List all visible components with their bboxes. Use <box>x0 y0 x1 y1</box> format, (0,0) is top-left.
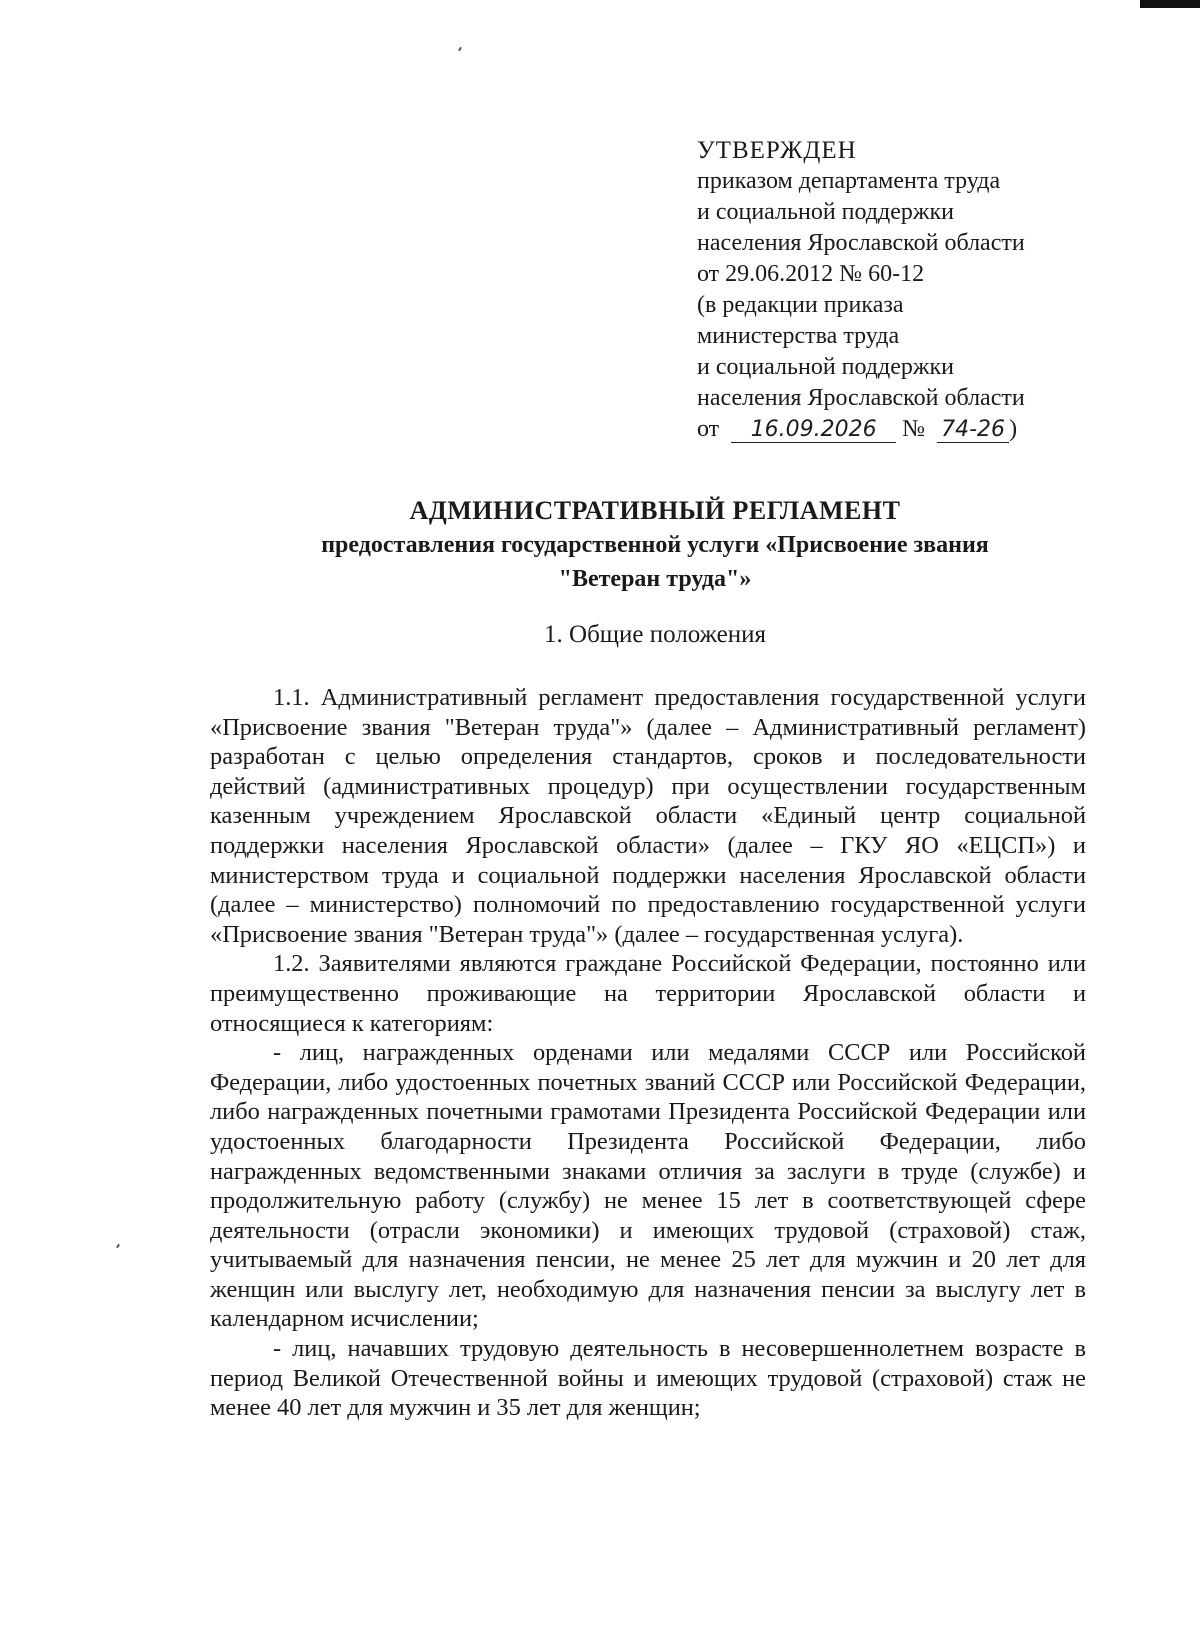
paragraph: 1.2. Заявителями являются граждане Российской Федерации, постоянно или преимущественно проживающие на территории Ярославской области и относящиеся к категориям: <box>210 950 1086 1037</box>
handwritten-number: 74-26 <box>937 418 1009 443</box>
number-prefix: № <box>902 416 926 442</box>
approval-stamp-block <box>697 135 1117 445</box>
list-item: - лиц, награжденных орденами или медалями СССР или Российской Федерации, либо удостоенных почетных званий СССР или Российской Федерации, либо награжденных почетными грамотами Президента Российской Федерации или удостоенных благодарности Президента Российской Федерации, либо награжденных ведомственными знаками отличия за заслуги в труде (службе) и продолжительную работу (службу) не менее 15 лет в соответствующей сфере деятельности (отрасли экономики) и имеющих трудовой (страховой) стаж, учитываемый для назначения пенсии, не менее 25 лет для мужчин и 20 лет для женщин или выслугу лет, необходимую для назначения пенсии за выслугу лет в календарном исчислении; <box>210 1039 1086 1333</box>
section-body <box>210 683 1086 1423</box>
section-heading: 1. Общие положения <box>544 621 766 648</box>
approval-line: министерства труда <box>697 323 900 349</box>
closing-paren: ) <box>1009 416 1018 442</box>
scan-speck <box>116 1244 120 1248</box>
scan-speck <box>458 47 462 51</box>
approval-line: и социальной поддержки <box>697 354 954 380</box>
document-title-block <box>130 494 1180 596</box>
approval-line: (в редакции приказа <box>697 292 904 318</box>
approval-line: населения Ярославской области <box>697 230 1025 256</box>
document-subtitle-line: "Ветеран труда"» <box>558 566 752 592</box>
scan-corner-mark <box>1140 0 1200 8</box>
document-subtitle-line: предоставления государственной услуги «Присвоение звания <box>321 532 989 558</box>
approval-line: от 29.06.2012 № 60-12 <box>697 261 925 287</box>
date-prefix: от <box>697 416 720 442</box>
approval-date-line <box>697 414 1117 445</box>
approval-line: и социальной поддержки <box>697 199 954 225</box>
approval-line: населения Ярославской области <box>697 385 1025 411</box>
approval-title: УТВЕРЖДЕН <box>697 137 857 164</box>
handwritten-date: 16.09.2026 <box>731 418 896 443</box>
paragraph: 1.1. Административный регламент предоставления государственной услуги «Присвоение звания "Ветеран труда"» (далее – Административный регламент) разработан с целью определения стандартов, сроков и последовательности действий (административных процедур) при осуществлении государственным казенным учреждением Ярославской области «Единый центр социальной поддержки населения Ярославской области» (далее – ГКУ ЯО «ЕЦСП») и министерством труда и социальной поддержки населения Ярославской области (далее – министерство) полномочий по предоставлению государственной услуги «Присвоение звания "Ветеран труда"» (далее – государственная услуга). <box>210 684 1086 948</box>
list-item: - лиц, начавших трудовую деятельность в несовершеннолетнем возрасте в период Великой Отечественной войны и имеющих трудовой (страховой) стаж не менее 40 лет для мужчин и 35 лет для женщин; <box>210 1335 1086 1422</box>
document-title: АДМИНИСТРАТИВНЫЙ РЕГЛАМЕНТ <box>409 496 901 525</box>
approval-line: приказом департамента труда <box>697 168 1001 194</box>
